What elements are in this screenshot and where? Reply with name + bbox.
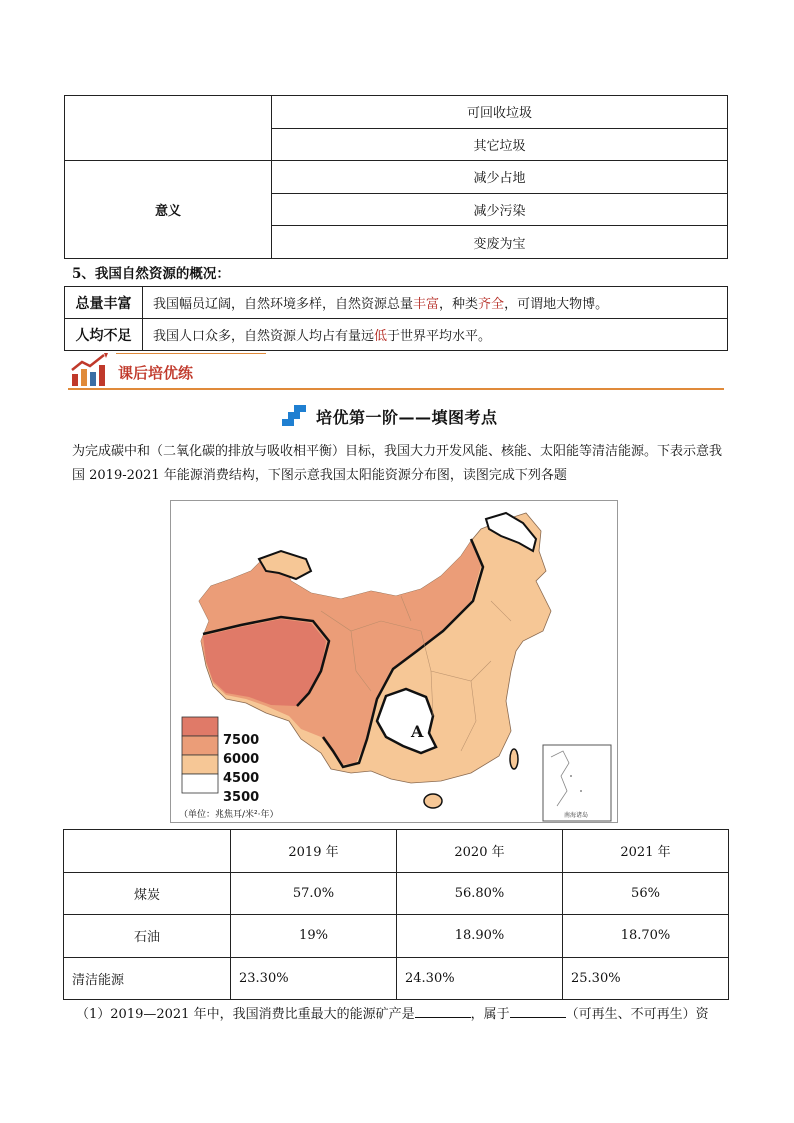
legend-swatch-3500 (182, 774, 218, 793)
highlight-text: 丰富 (413, 297, 440, 312)
row-label: 人均不足 (65, 319, 143, 351)
divider (116, 353, 266, 354)
table-row (65, 96, 728, 129)
resource-table (64, 286, 728, 351)
question-1 (76, 1003, 709, 1022)
south-sea-inset (543, 745, 611, 821)
table-cell-empty (64, 830, 231, 873)
table-row (64, 872, 729, 915)
legend-label: 6000 (223, 752, 260, 767)
table-header-row (64, 830, 729, 873)
table-cell: 18.90% (397, 915, 563, 958)
table-row (64, 957, 729, 1000)
highlight-text: 齐全 (478, 297, 505, 312)
map-marker: A (411, 722, 424, 741)
legend-label: 4500 (223, 771, 260, 786)
column-header: 2020 年 (397, 830, 563, 873)
table-cell: 可回收垃圾 (272, 96, 728, 129)
solar-resource-map (170, 500, 618, 823)
row-label: 煤炭 (64, 872, 231, 915)
column-header: 2019 年 (231, 830, 397, 873)
section-heading: 5、我国自然资源的概况： (72, 266, 230, 282)
legend-label: 3500 (223, 790, 260, 805)
intro-paragraph: 为完成碳中和（二氧化碳的排放与吸收相平衡）目标，我国大力开发风能、核能、太阳能等清洁能源。下表示意我国 2019-2021 年能源消费结构，下图示意我国太阳能资源分布图，读图完成下列各题 (72, 444, 723, 483)
table-cell: 18.70% (563, 915, 729, 958)
table-row (64, 915, 729, 958)
map-legend (179, 717, 279, 820)
column-header: 2021 年 (563, 830, 729, 873)
divider (68, 388, 724, 390)
text-part: 于世界平均水平。 (387, 329, 492, 344)
text-part: ，种类 (439, 297, 479, 312)
steps-icon (282, 404, 308, 428)
table-cell-empty (65, 96, 272, 161)
row-label: 石油 (64, 915, 231, 958)
text-part: 我国幅员辽阔，自然环境多样，自然资源总量 (153, 297, 414, 312)
row-text (143, 287, 728, 319)
section-banner (68, 352, 724, 392)
answer-blank[interactable] (415, 1004, 471, 1018)
table-row (65, 161, 728, 194)
row-label: 清洁能源 (64, 957, 231, 1000)
legend-label: 7500 (223, 733, 260, 748)
growth-chart-icon (70, 352, 110, 388)
row-label: 总量丰富 (65, 287, 143, 319)
subtitle-text: 培优第一阶——填图考点 (316, 407, 498, 427)
table-cell: 56% (563, 872, 729, 915)
legend-swatch-6000 (182, 736, 218, 755)
table-cell: 变废为宝 (272, 226, 728, 259)
banner-title: 课后培优练 (118, 364, 194, 382)
legend-unit: （单位：兆焦耳/米²·年） (179, 810, 279, 820)
table-row (65, 287, 728, 319)
question-text: （1）2019—2021 年中，我国消费比重最大的能源矿产是 (76, 1007, 415, 1022)
table-cell: 减少污染 (272, 193, 728, 226)
question-text: （可再生、不可再生）资 (565, 1007, 709, 1022)
table-cell: 24.30% (397, 957, 563, 1000)
inset-label: 南海诸岛 (563, 812, 589, 819)
table-cell: 56.80% (397, 872, 563, 915)
answer-blank[interactable] (510, 1004, 566, 1018)
legend-swatch-7500 (182, 717, 218, 736)
table-cell: 57.0% (231, 872, 397, 915)
waste-table (64, 95, 728, 259)
meaning-label: 意义 (65, 161, 272, 259)
table-cell: 减少占地 (272, 161, 728, 194)
table-cell: 23.30% (231, 957, 397, 1000)
legend-swatch-4500 (182, 755, 218, 774)
table-cell: 19% (231, 915, 397, 958)
text-part: 我国人口众多，自然资源人均占有量远 (153, 329, 375, 344)
question-text: ，属于 (470, 1007, 510, 1022)
row-text (143, 319, 728, 351)
energy-table (63, 829, 729, 1000)
subtitle (282, 401, 498, 431)
table-cell: 其它垃圾 (272, 128, 728, 161)
text-part: ，可谓地大物博。 (504, 297, 609, 312)
table-cell: 25.30% (563, 957, 729, 1000)
highlight-text: 低 (374, 329, 388, 344)
table-row (65, 319, 728, 351)
